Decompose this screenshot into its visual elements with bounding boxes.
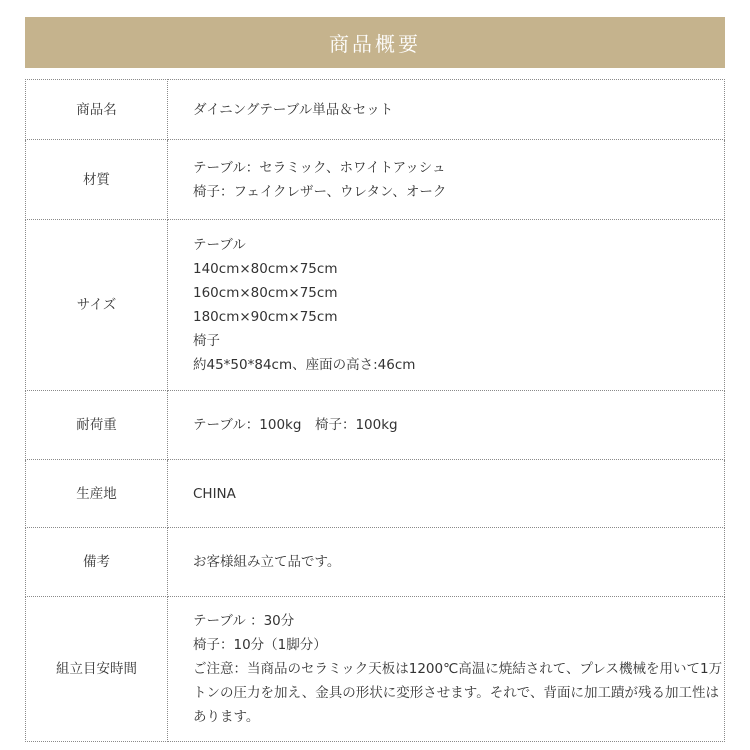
row-label-assembly-time: 組立目安時間 [26, 597, 168, 742]
assembly-chair-line: 椅子：10分（1脚分） [193, 637, 327, 653]
row-value-size [168, 220, 725, 391]
size-line: 180cm×90cm×75cm [193, 309, 338, 325]
table-row [26, 80, 725, 140]
table-row [26, 391, 725, 460]
product-spec-table [25, 79, 725, 742]
size-line: テーブル [193, 237, 246, 253]
row-label-origin: 生産地 [26, 460, 168, 528]
row-value-load-capacity: テーブル：100kg 椅子：100kg [168, 391, 725, 460]
assembly-note: ご注意：当商品のセラミック天板は1200℃高温に焼結されて、プレス機械を用いて1万トンの圧力を加え、金具の形状に変形させます。それで、背面に加工蹟が残る加工性はあります。 [193, 661, 723, 725]
table-row [26, 220, 725, 391]
row-value-remarks: お客様組み立て品です。 [168, 528, 725, 597]
row-label-size: サイズ [26, 220, 168, 391]
size-line: 約45*50*84cm、座面の高さ:46cm [193, 357, 416, 373]
table-row [26, 528, 725, 597]
section-header [25, 17, 725, 68]
size-line: 160cm×80cm×75cm [193, 285, 338, 301]
row-value-material [168, 140, 725, 220]
row-label-product-name: 商品名 [26, 80, 168, 140]
table-row [26, 140, 725, 220]
row-label-material: 材質 [26, 140, 168, 220]
row-value-assembly-time [168, 597, 725, 742]
table-row [26, 460, 725, 528]
row-label-remarks: 備考 [26, 528, 168, 597]
section-title: 商品概要 [329, 32, 421, 56]
size-line: 140cm×80cm×75cm [193, 261, 338, 277]
material-table-line: テーブル：セラミック、ホワイトアッシュ [193, 159, 446, 176]
row-value-product-name: ダイニングテーブル単品＆セット [168, 80, 725, 140]
assembly-table-line: テーブル ：30分 [193, 613, 295, 629]
table-row [26, 597, 725, 742]
size-line: 椅子 [193, 333, 220, 349]
material-chair-line: 椅子：フェイクレザー、ウレタン、オーク [193, 183, 447, 200]
row-value-origin: CHINA [168, 460, 725, 528]
row-label-load-capacity: 耐荷重 [26, 391, 168, 460]
